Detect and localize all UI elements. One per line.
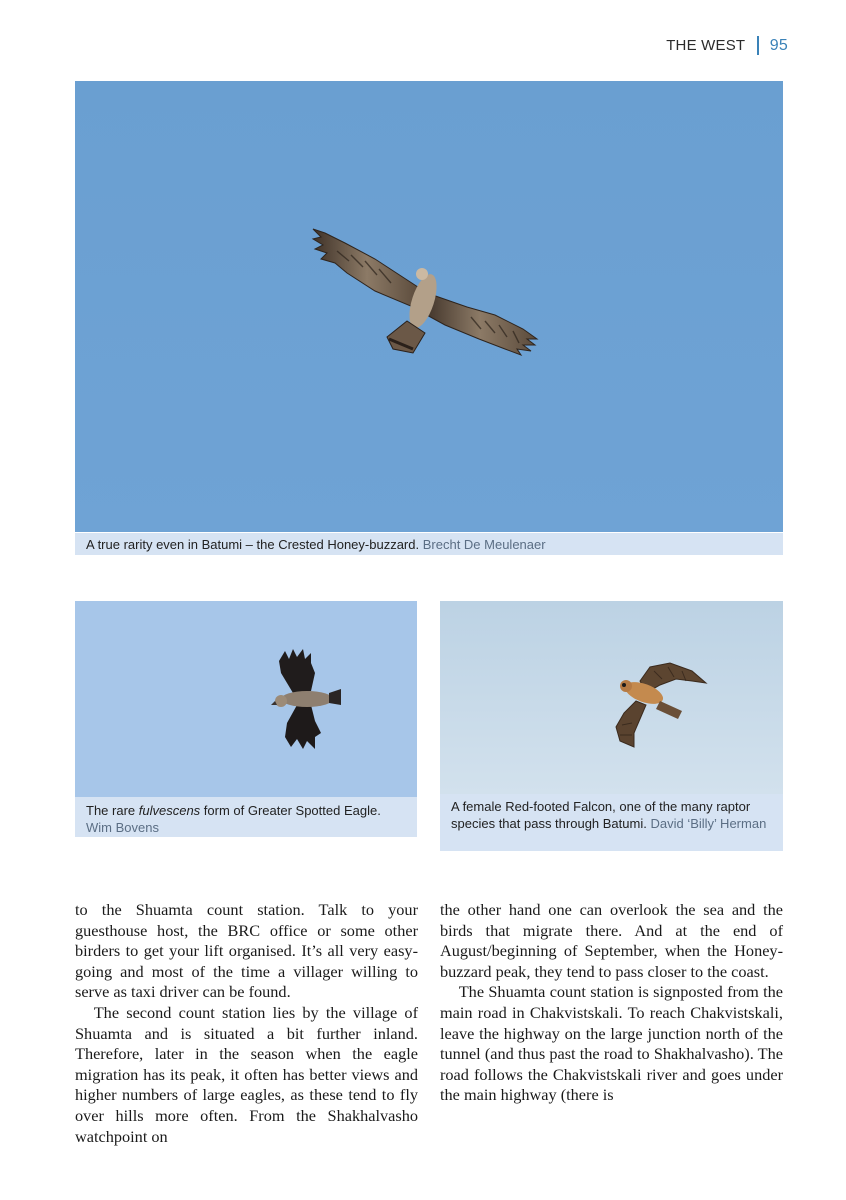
paragraph: to the Shuamta count station. Talk to your guesthouse host, the BRC office or some other birders to get your lift organised. It’s all very easy-going and most of the time a villager willing to serve as taxi driver can be found.	[75, 900, 418, 1002]
caption-text-end: form of Greater Spotted Eagle.	[200, 803, 381, 818]
body-column-left	[75, 900, 418, 1147]
greater-spotted-eagle-photo	[75, 601, 417, 797]
caption-text: A female Red-footed Falcon, one of the many raptor species that pass through Batumi.	[451, 799, 751, 831]
eagle-image	[75, 601, 417, 797]
caption-text: A true rarity even in Batumi – the Crested Honey-buzzard.	[86, 537, 420, 552]
photo-credit: David ‘Billy’ Herman	[650, 816, 767, 831]
section-title: THE WEST	[666, 37, 746, 54]
photo-credit: Brecht De Meulenaer	[422, 537, 546, 552]
honey-buzzard-image	[75, 81, 783, 532]
page-number: 95	[769, 36, 788, 54]
body-column-right	[440, 900, 783, 1106]
paragraph: the other hand one can overlook the sea and the birds that migrate there. And at the end of August/beginning of September, when the Honey-buzzard peak, they tend to pass closer to the coast.	[440, 900, 783, 981]
eagle-photo-caption	[75, 797, 417, 837]
paragraph: The second count station lies by the village of Shuamta and is situated a bit further inland. Therefore, later in the season when the eagle migration has its peak, it often has better views and higher numbers of large eagles, as these tend to fly over hills more often. From the Shakhalvasho watchpoint on	[75, 1002, 418, 1146]
running-head	[666, 36, 788, 55]
falcon-photo-caption	[440, 794, 783, 851]
caption-text-start: The rare	[86, 803, 139, 818]
falcon-image	[440, 601, 783, 794]
caption-italic-term: fulvescens	[138, 803, 201, 818]
photo-credit: Wim Bovens	[86, 820, 159, 835]
crested-honey-buzzard-photo	[75, 81, 783, 532]
red-footed-falcon-photo	[440, 601, 783, 794]
main-photo-caption	[75, 533, 783, 555]
header-divider	[757, 36, 759, 55]
paragraph: The Shuamta count station is signposted from the main road in Chakvistskali. To reach Chakvistskali, leave the highway on the large junction north of the tunnel (and thus past the road to Shakhalvasho). The road follows the Chakvistskali river and goes under the main highway (there is	[440, 982, 783, 1105]
